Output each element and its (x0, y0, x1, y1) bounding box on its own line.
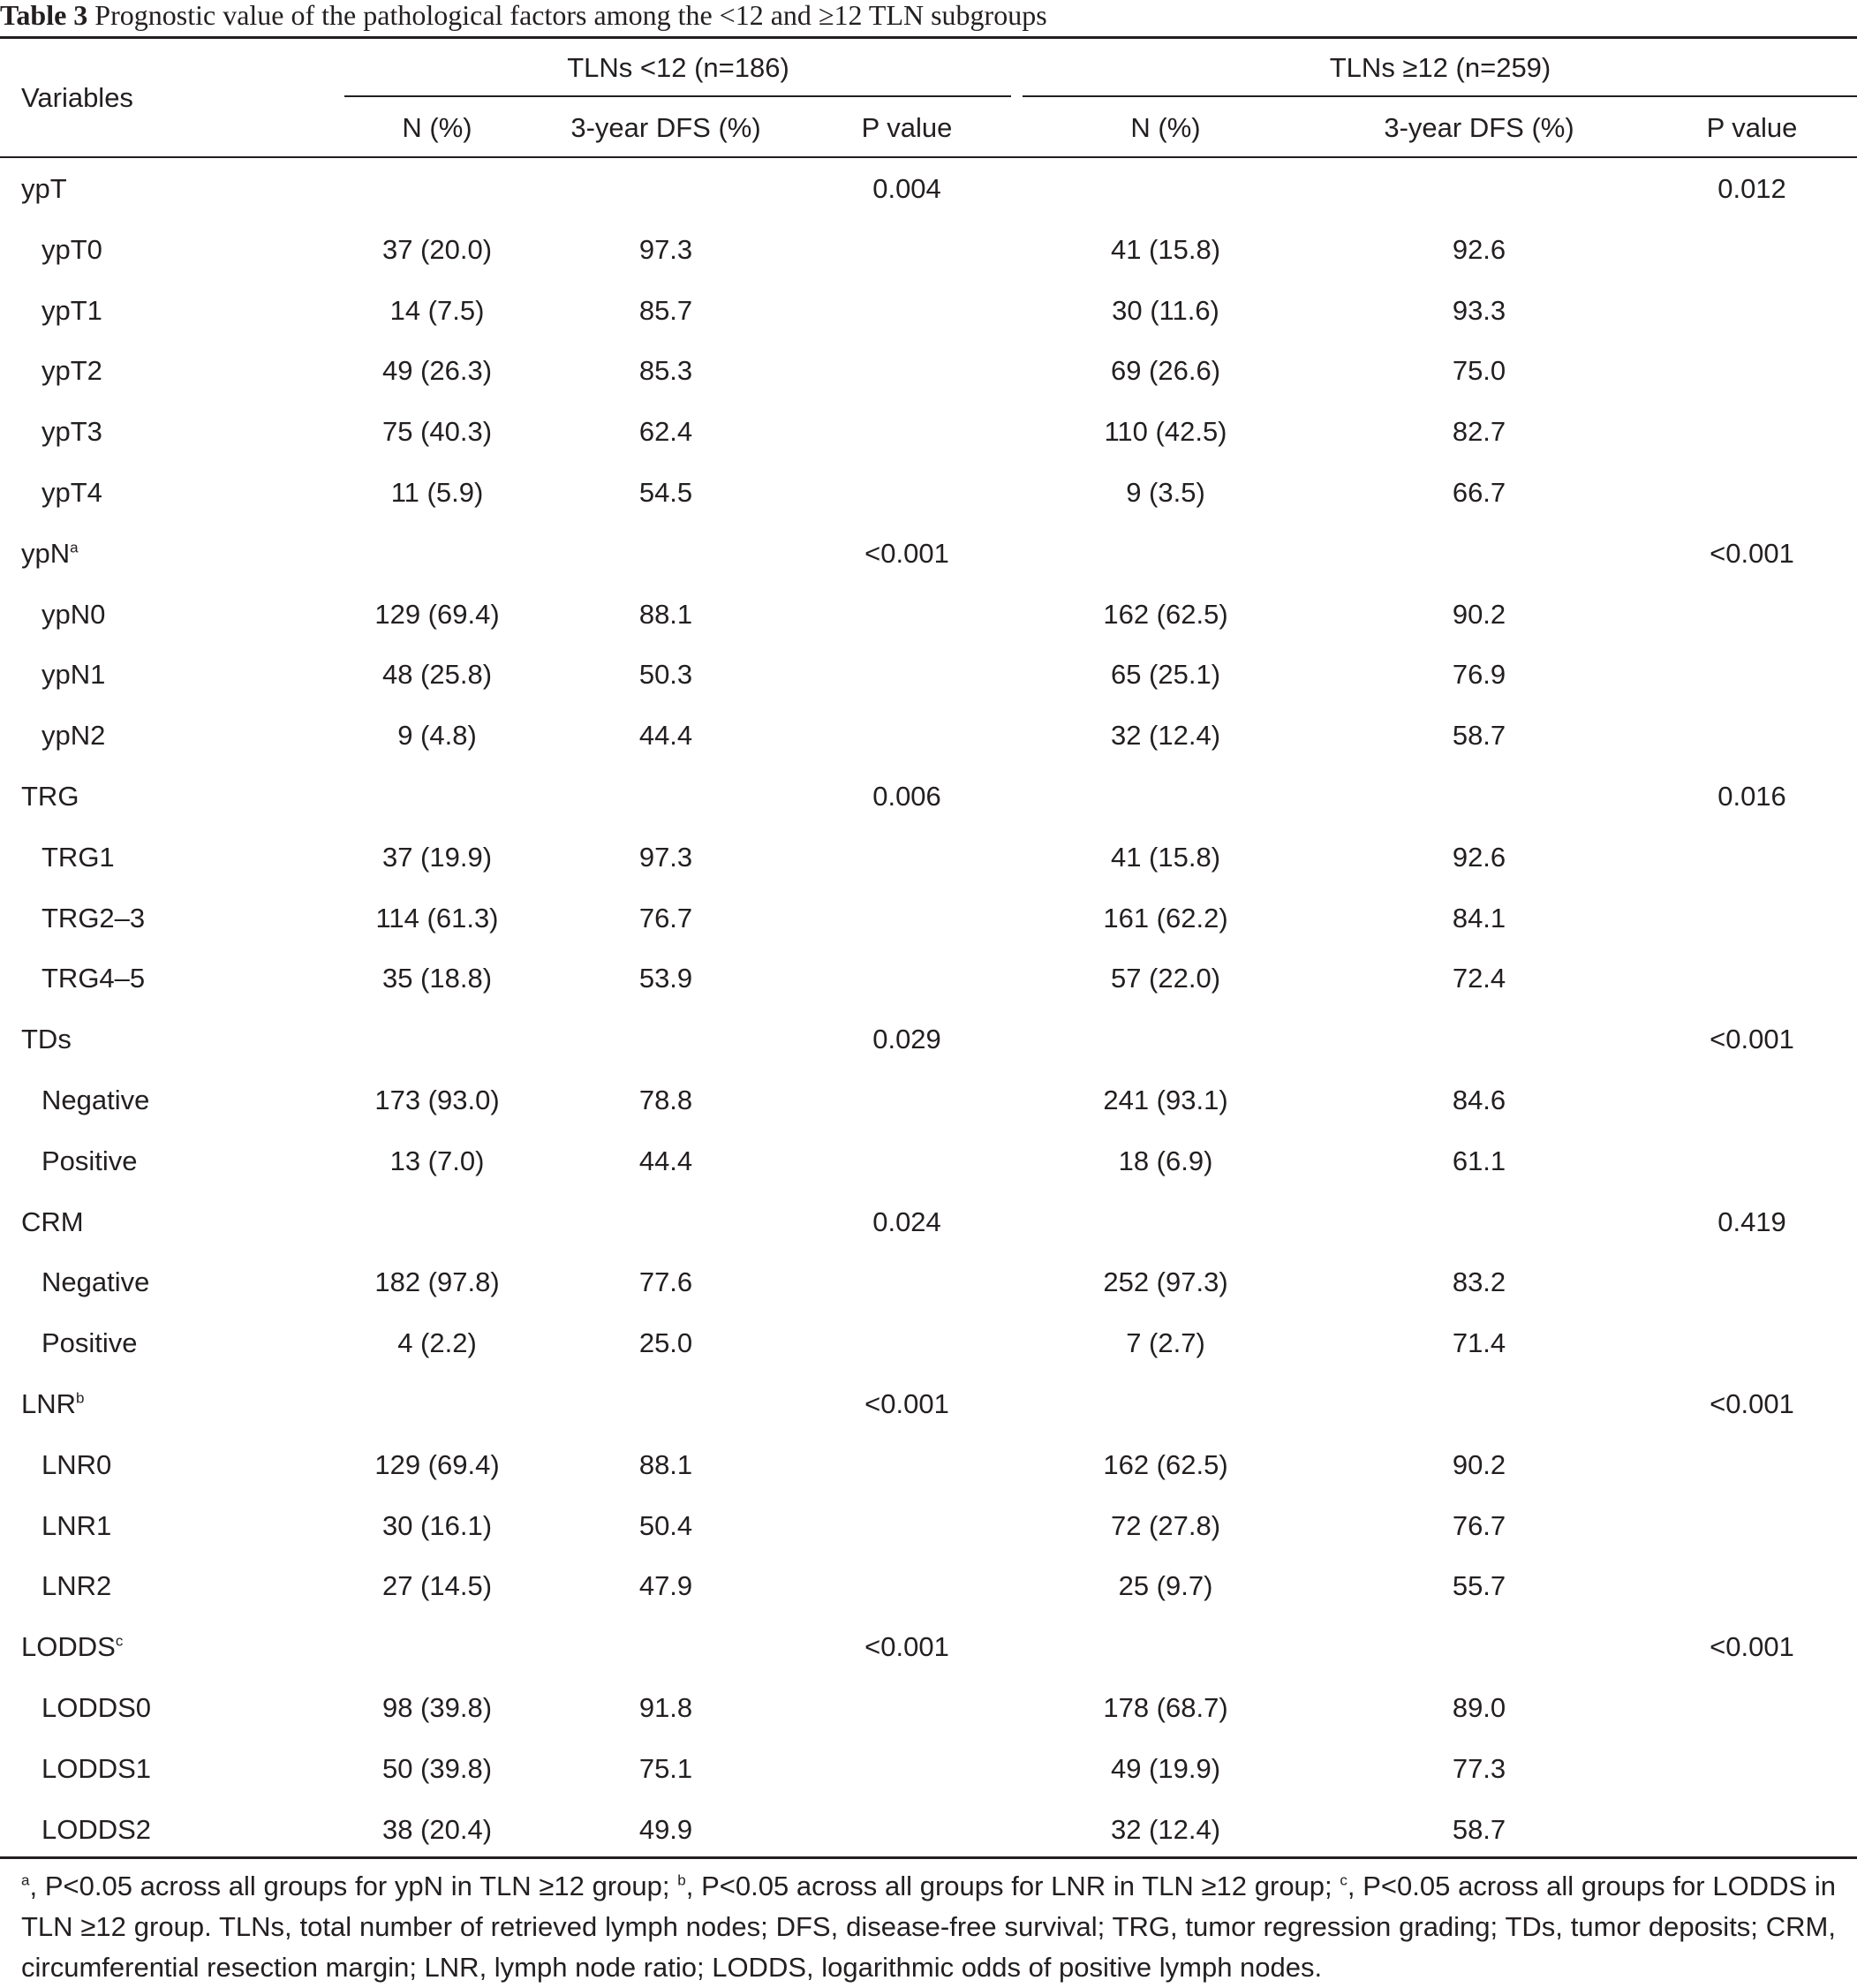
cell-p-ge12: <0.001 (1710, 1631, 1794, 1663)
cell-n-pct-lt12: 27 (14.5) (381, 1570, 493, 1602)
cell-n-pct-ge12: 25 (9.7) (1118, 1570, 1213, 1602)
cell-n-pct-ge12: 161 (62.2) (1103, 902, 1228, 934)
row-label (42, 232, 102, 268)
cell-p-ge12: <0.001 (1710, 1388, 1794, 1419)
cell-dfs-ge12: 76.7 (1452, 1509, 1506, 1541)
row-label-text: Negative (42, 1085, 150, 1115)
row-label (42, 414, 102, 450)
footnote-marker: b (76, 1389, 85, 1407)
top-rule (0, 36, 1857, 39)
header-p-lt12: P value (861, 112, 953, 143)
table-caption (0, 0, 1047, 32)
row-label (21, 1629, 123, 1665)
cell-n-pct-lt12: 30 (16.1) (381, 1509, 493, 1541)
cell-n-pct-lt12: 182 (97.8) (374, 1266, 500, 1298)
header-rule (0, 156, 1857, 158)
cell-dfs-lt12: 85.7 (638, 294, 693, 326)
cell-n-pct-ge12: 241 (93.1) (1103, 1085, 1228, 1115)
cell-dfs-lt12: 77.6 (638, 1266, 693, 1298)
cell-dfs-lt12: 53.9 (638, 963, 693, 994)
cell-dfs-lt12: 78.8 (638, 1085, 693, 1115)
cell-dfs-lt12: 47.9 (638, 1570, 693, 1602)
cell-n-pct-lt12: 4 (2.2) (397, 1327, 477, 1359)
row-label-text: LNR2 (42, 1570, 112, 1602)
row-label-text: ypT3 (42, 416, 102, 448)
row-label (42, 1144, 138, 1179)
cell-dfs-ge12: 75.0 (1452, 355, 1506, 387)
footnote-text-c: , P<0.05 across all groups for LODDS in TLN ≥12 group. TLNs, total number of retrieved lymph nodes; DFS, disease-free survival; TRG, tumor regression grading; TDs, tumor deposits; CRM, circumferential resection margin; LNR, lymph node ratio; LODDS, logarithmic odds of positive lymph nodes. (21, 1871, 1836, 1983)
cell-n-pct-lt12: 9 (4.8) (397, 720, 477, 752)
cell-dfs-lt12: 88.1 (638, 598, 693, 630)
row-label-text: LNR0 (42, 1448, 112, 1480)
cell-n-pct-ge12: 30 (11.6) (1112, 294, 1219, 326)
row-label (42, 1812, 151, 1848)
cell-n-pct-ge12: 69 (26.6) (1110, 355, 1221, 387)
cell-n-pct-lt12: 129 (69.4) (374, 1448, 500, 1480)
cell-n-pct-lt12: 98 (39.8) (381, 1692, 493, 1723)
row-label (42, 1083, 149, 1118)
header-group-tlns-lt12: TLNs <12 (n=186) (567, 52, 789, 83)
row-label (42, 597, 105, 632)
footnote-marker-c: c (1340, 1871, 1347, 1889)
cell-p-lt12: <0.001 (864, 1631, 949, 1663)
row-label-text: ypN2 (42, 720, 106, 752)
row-label (21, 171, 67, 207)
row-label-text: ypN (21, 537, 71, 569)
cell-p-ge12: 0.016 (1717, 781, 1786, 812)
row-label (42, 293, 102, 329)
cell-dfs-ge12: 77.3 (1452, 1752, 1506, 1784)
header-n-pct-ge12: N (%) (1130, 112, 1201, 143)
cell-p-lt12: 0.004 (872, 173, 941, 204)
row-label (42, 1265, 149, 1300)
cell-dfs-lt12: 62.4 (638, 416, 693, 448)
row-label (42, 901, 145, 936)
table-label: Table 3 (0, 0, 88, 31)
row-label (42, 1690, 151, 1726)
cell-n-pct-lt12: 14 (7.5) (389, 294, 485, 326)
header-group-tlns-ge12: TLNs ≥12 (n=259) (1329, 52, 1551, 83)
row-label (21, 536, 79, 571)
cell-dfs-ge12: 66.7 (1452, 477, 1506, 508)
header-n-pct-lt12: N (%) (402, 112, 472, 143)
cell-dfs-ge12: 90.2 (1452, 598, 1506, 630)
cell-n-pct-ge12: 178 (68.7) (1103, 1692, 1228, 1723)
row-label (21, 779, 79, 814)
cell-n-pct-ge12: 110 (42.5) (1104, 416, 1227, 448)
cell-p-ge12: <0.001 (1710, 1024, 1794, 1055)
row-label (42, 353, 102, 389)
cell-n-pct-ge12: 18 (6.9) (1118, 1145, 1213, 1176)
cell-dfs-lt12: 88.1 (638, 1448, 693, 1480)
row-label (42, 475, 102, 510)
row-label-text: Positive (42, 1145, 138, 1176)
row-label (21, 1205, 84, 1240)
cell-dfs-ge12: 55.7 (1452, 1570, 1506, 1602)
header-dfs-lt12: 3-year DFS (%) (570, 112, 761, 143)
cell-n-pct-ge12: 162 (62.5) (1103, 1448, 1228, 1480)
cell-n-pct-lt12: 11 (5.9) (390, 477, 484, 508)
row-label-text: ypT4 (42, 477, 102, 508)
row-label (42, 718, 105, 753)
cell-n-pct-ge12: 32 (12.4) (1110, 1813, 1221, 1845)
cell-dfs-ge12: 84.6 (1452, 1085, 1506, 1115)
row-label (42, 1326, 138, 1361)
row-label (42, 840, 115, 875)
cell-n-pct-lt12: 114 (61.3) (375, 902, 499, 934)
group-rule-ge12 (1023, 95, 1857, 97)
row-label-text: ypN1 (42, 659, 106, 691)
cell-n-pct-ge12: 162 (62.5) (1103, 598, 1228, 630)
cell-p-lt12: <0.001 (864, 1388, 949, 1419)
cell-dfs-ge12: 90.2 (1452, 1448, 1506, 1480)
footnote-text-a: , P<0.05 across all groups for ypN in TLN ≥12 group; (29, 1871, 678, 1901)
cell-n-pct-ge12: 9 (3.5) (1126, 477, 1205, 508)
row-label-text: ypT2 (42, 355, 102, 387)
row-label-text: TRG2–3 (42, 902, 146, 934)
footnote-text-b: , P<0.05 across all groups for LNR in TLN ≥12 group; (685, 1871, 1340, 1901)
cell-p-lt12: <0.001 (864, 537, 949, 569)
header-dfs-ge12: 3-year DFS (%) (1384, 112, 1574, 143)
group-rule-lt12 (344, 95, 1011, 97)
row-label-text: LODDS1 (42, 1752, 152, 1784)
row-label (42, 1508, 111, 1544)
cell-n-pct-lt12: 38 (20.4) (381, 1813, 493, 1845)
row-label-text: Positive (42, 1327, 138, 1359)
cell-dfs-lt12: 54.5 (638, 477, 693, 508)
row-label-text: TRG4–5 (42, 963, 146, 994)
row-label-text: ypT (21, 173, 67, 204)
cell-dfs-ge12: 72.4 (1452, 963, 1506, 994)
row-label-text: TDs (21, 1024, 72, 1055)
row-label-text: CRM (21, 1206, 84, 1237)
row-label (42, 1568, 111, 1604)
row-label (21, 1387, 84, 1422)
cell-n-pct-ge12: 41 (15.8) (1110, 233, 1221, 265)
cell-dfs-lt12: 75.1 (638, 1752, 693, 1784)
cell-dfs-lt12: 97.3 (638, 841, 693, 873)
row-label-text: LNR1 (42, 1509, 112, 1541)
row-label-text: ypN0 (42, 598, 106, 630)
footnote-marker: a (70, 539, 79, 556)
cell-dfs-lt12: 91.8 (638, 1692, 693, 1723)
cell-dfs-ge12: 61.1 (1452, 1145, 1506, 1176)
cell-dfs-ge12: 58.7 (1452, 1813, 1506, 1845)
cell-dfs-lt12: 76.7 (638, 902, 693, 934)
cell-dfs-lt12: 25.0 (638, 1327, 693, 1359)
cell-n-pct-lt12: 173 (93.0) (374, 1085, 500, 1115)
row-label (42, 1751, 151, 1787)
cell-n-pct-lt12: 50 (39.8) (381, 1752, 493, 1784)
cell-dfs-lt12: 97.3 (638, 233, 693, 265)
cell-dfs-lt12: 44.4 (638, 1145, 693, 1176)
cell-n-pct-lt12: 13 (7.0) (389, 1145, 485, 1176)
cell-dfs-ge12: 92.6 (1452, 841, 1506, 873)
cell-n-pct-lt12: 129 (69.4) (374, 598, 500, 630)
cell-n-pct-lt12: 37 (20.0) (381, 233, 493, 265)
bottom-rule (0, 1856, 1857, 1859)
cell-dfs-ge12: 92.6 (1452, 233, 1506, 265)
row-label (42, 1448, 111, 1483)
row-label-text: Negative (42, 1266, 150, 1298)
cell-n-pct-ge12: 72 (27.8) (1110, 1509, 1221, 1541)
cell-dfs-ge12: 71.4 (1452, 1327, 1506, 1359)
row-label-text: ypT1 (42, 294, 102, 326)
row-label-text: LODDS0 (42, 1692, 152, 1723)
table-footnote (21, 1866, 1836, 1988)
row-label (42, 657, 105, 692)
cell-n-pct-ge12: 57 (22.0) (1110, 963, 1221, 994)
row-label-text: LNR (21, 1388, 77, 1419)
cell-p-lt12: 0.029 (872, 1024, 941, 1055)
cell-n-pct-ge12: 41 (15.8) (1110, 841, 1221, 873)
cell-n-pct-ge12: 65 (25.1) (1110, 659, 1221, 691)
cell-p-lt12: 0.024 (872, 1206, 941, 1237)
cell-p-lt12: 0.006 (872, 781, 941, 812)
footnote-marker-a: a (21, 1871, 30, 1889)
row-label-text: LODDS (21, 1631, 116, 1663)
cell-dfs-ge12: 84.1 (1452, 902, 1506, 934)
cell-n-pct-lt12: 35 (18.8) (381, 963, 493, 994)
row-label-text: TRG1 (42, 841, 115, 873)
cell-dfs-ge12: 58.7 (1452, 720, 1506, 752)
row-label-text: ypT0 (42, 233, 102, 265)
header-p-ge12: P value (1706, 112, 1798, 143)
table-title: Prognostic value of the pathological factors among the <12 and ≥12 TLN subgroups (94, 0, 1047, 31)
cell-n-pct-ge12: 252 (97.3) (1103, 1266, 1228, 1298)
header-variables: Variables (21, 82, 133, 113)
cell-n-pct-lt12: 49 (26.3) (381, 355, 493, 387)
cell-dfs-ge12: 82.7 (1452, 416, 1506, 448)
cell-dfs-ge12: 83.2 (1452, 1266, 1506, 1298)
cell-n-pct-lt12: 48 (25.8) (381, 659, 493, 691)
cell-dfs-ge12: 93.3 (1452, 294, 1506, 326)
cell-dfs-lt12: 44.4 (638, 720, 693, 752)
cell-n-pct-ge12: 7 (2.7) (1126, 1327, 1205, 1359)
row-label-text: LODDS2 (42, 1813, 152, 1845)
cell-dfs-lt12: 49.9 (638, 1813, 693, 1845)
cell-dfs-lt12: 50.4 (638, 1509, 693, 1541)
cell-dfs-ge12: 76.9 (1452, 659, 1506, 691)
cell-p-ge12: 0.012 (1717, 173, 1786, 204)
row-label-text: TRG (21, 781, 79, 812)
cell-n-pct-lt12: 37 (19.9) (381, 841, 493, 873)
cell-dfs-lt12: 85.3 (638, 355, 693, 387)
cell-p-ge12: 0.419 (1717, 1206, 1786, 1237)
cell-dfs-ge12: 89.0 (1452, 1692, 1506, 1723)
footnote-marker-b: b (677, 1871, 686, 1889)
row-label (21, 1022, 72, 1057)
cell-n-pct-lt12: 75 (40.3) (381, 416, 493, 448)
cell-n-pct-ge12: 32 (12.4) (1110, 720, 1221, 752)
footnote-marker: c (115, 1632, 124, 1650)
cell-n-pct-ge12: 49 (19.9) (1110, 1752, 1221, 1784)
cell-p-ge12: <0.001 (1710, 537, 1794, 569)
row-label (42, 961, 145, 996)
cell-dfs-lt12: 50.3 (638, 659, 693, 691)
